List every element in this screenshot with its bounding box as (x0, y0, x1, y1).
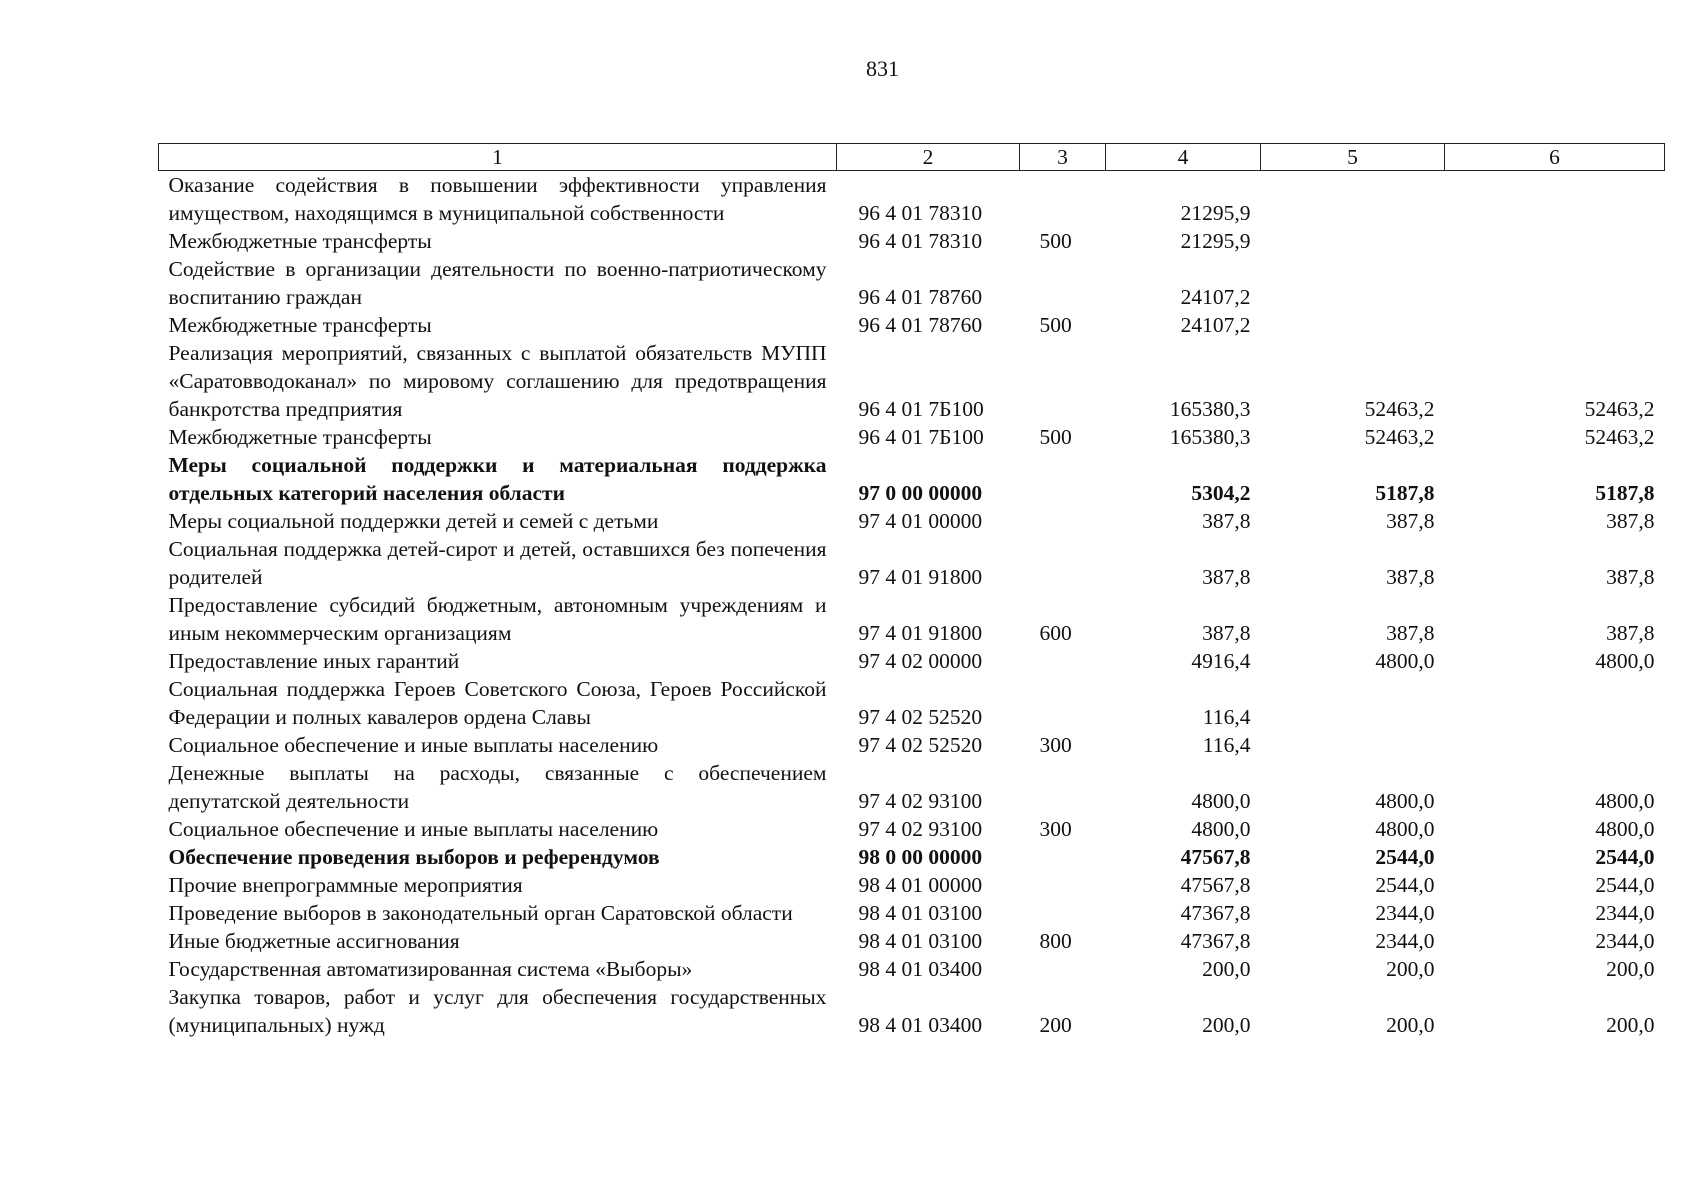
table-row (159, 311, 1665, 339)
row-value-col-4: 165380,3 (1169, 425, 1251, 449)
row-value-col-4: 21295,9 (1180, 229, 1251, 253)
row-value-col-6: 2544,0 (1595, 845, 1655, 869)
row-value-col-4: 21295,9 (1180, 201, 1251, 225)
row-name: Социальное обеспечение и иные выплаты населению (168, 817, 659, 841)
row-code: 96 4 01 78310 (858, 201, 983, 225)
table-row (159, 171, 1665, 228)
row-name: Меры социальной поддержки детей и семей с детьми (168, 509, 659, 533)
row-value-col-6 (1445, 171, 1665, 228)
row-value-col-4: 4916,4 (1191, 649, 1251, 673)
row-code: 97 4 02 52520 (858, 733, 983, 757)
row-code: 98 4 01 03400 (858, 957, 983, 981)
row-value-col-5: 387,8 (1386, 621, 1435, 645)
table-row (159, 899, 1665, 927)
page-number: 831 (866, 56, 899, 81)
table-row (159, 255, 1665, 311)
table-row (159, 423, 1665, 451)
row-value-col-5: 4800,0 (1375, 789, 1435, 813)
table-row (159, 451, 1665, 507)
row-code: 96 4 01 78760 (858, 285, 983, 309)
row-code: 97 4 02 00000 (858, 649, 983, 673)
row-code: 98 4 01 03400 (858, 1013, 983, 1037)
row-name: Оказание содействия в повышении эффективности управления имуществом, находящимся в муниципальной собственности (168, 173, 827, 225)
row-value-col-5: 4800,0 (1375, 817, 1435, 841)
row-value-col-4: 387,8 (1202, 565, 1251, 589)
row-value-col-5 (1261, 675, 1445, 731)
row-value-col-6: 387,8 (1606, 509, 1655, 533)
row-value-col-6 (1445, 731, 1665, 759)
row-name: Социальное обеспечение и иные выплаты населению (168, 733, 659, 757)
row-value-col-4: 200,0 (1202, 957, 1251, 981)
row-code: 98 4 01 03100 (858, 901, 983, 925)
row-value-col-5 (1261, 255, 1445, 311)
table-row (159, 507, 1665, 535)
row-value-col-4: 47367,8 (1180, 901, 1251, 925)
row-code: 97 4 02 93100 (858, 789, 983, 813)
row-value-col-4: 24107,2 (1180, 285, 1251, 309)
row-value-col-6: 387,8 (1606, 621, 1655, 645)
row-name: Прочие внепрограммные мероприятия (168, 873, 523, 897)
table-row (159, 815, 1665, 843)
table-row (159, 871, 1665, 899)
row-name: Закупка товаров, работ и услуг для обеспечения государственных (муниципальных) нужд (168, 985, 827, 1037)
row-name: Межбюджетные трансферты (168, 313, 432, 337)
row-code: 97 4 02 93100 (858, 817, 983, 841)
row-expense-type: 500 (1039, 313, 1072, 337)
row-value-col-4: 116,4 (1202, 705, 1251, 729)
row-expense-type (1020, 171, 1106, 228)
row-value-col-6: 200,0 (1606, 1013, 1655, 1037)
row-expense-type (1020, 507, 1106, 535)
table-row (159, 675, 1665, 731)
row-value-col-5: 4800,0 (1375, 649, 1435, 673)
budget-table (158, 143, 1665, 1039)
row-name: Предоставление иных гарантий (168, 649, 460, 673)
header-col-2: 2 (837, 144, 1020, 171)
row-value-col-6: 387,8 (1606, 565, 1655, 589)
table-header-row (159, 144, 1665, 171)
row-name: Иные бюджетные ассигнования (168, 929, 460, 953)
row-value-col-5: 200,0 (1386, 1013, 1435, 1037)
row-value-col-4: 47567,8 (1180, 873, 1251, 897)
row-value-col-5 (1261, 311, 1445, 339)
row-name: Социальная поддержка Героев Советского Союза, Героев Российской Федерации и полных кавалеров ордена Славы (168, 677, 827, 729)
row-name: Денежные выплаты на расходы, связанные с обеспечением депутатской деятельности (168, 761, 827, 813)
row-name: Государственная автоматизированная система «Выборы» (168, 957, 693, 981)
table-row (159, 339, 1665, 423)
row-code: 96 4 01 7Б100 (858, 425, 984, 449)
row-name: Содействие в организации деятельности по военно-патриотическому воспитанию граждан (168, 257, 827, 309)
row-value-col-4: 4800,0 (1191, 817, 1251, 841)
header-col-5: 5 (1261, 144, 1445, 171)
row-value-col-5: 2344,0 (1375, 901, 1435, 925)
row-expense-type (1020, 871, 1106, 899)
row-value-col-5 (1261, 171, 1445, 228)
row-expense-type: 300 (1039, 733, 1072, 757)
row-code: 96 4 01 78760 (858, 313, 983, 337)
table-row (159, 227, 1665, 255)
row-value-col-4: 4800,0 (1191, 789, 1251, 813)
row-name: Межбюджетные трансферты (168, 229, 432, 253)
row-expense-type (1020, 647, 1106, 675)
header-col-6: 6 (1445, 144, 1665, 171)
row-value-col-4: 47567,8 (1180, 845, 1251, 869)
row-value-col-6: 4800,0 (1595, 789, 1655, 813)
row-code: 97 4 02 52520 (858, 705, 983, 729)
row-value-col-5: 52463,2 (1364, 425, 1435, 449)
row-expense-type (1020, 899, 1106, 927)
row-expense-type: 200 (1039, 1013, 1072, 1037)
header-col-3: 3 (1020, 144, 1106, 171)
row-value-col-6: 2544,0 (1595, 873, 1655, 897)
row-value-col-6 (1445, 227, 1665, 255)
row-value-col-6: 52463,2 (1584, 397, 1655, 421)
table-row (159, 955, 1665, 983)
table-row (159, 591, 1665, 647)
table-row (159, 843, 1665, 871)
row-value-col-5 (1261, 227, 1445, 255)
row-name: Реализация мероприятий, связанных с выплатой обязательств МУПП «Саратовводоканал» по мировому соглашению для предотвращения банкротства предприятия (168, 341, 827, 421)
row-expense-type (1020, 955, 1106, 983)
row-code: 97 4 01 91800 (858, 621, 983, 645)
row-name: Социальная поддержка детей-сирот и детей, оставшихся без попечения родителей (168, 537, 827, 589)
row-expense-type (1020, 843, 1106, 871)
row-code: 97 4 01 91800 (858, 565, 983, 589)
row-value-col-4: 387,8 (1202, 509, 1251, 533)
row-name: Обеспечение проведения выборов и референдумов (168, 845, 660, 869)
row-name: Межбюджетные трансферты (168, 425, 432, 449)
row-code: 98 0 00 00000 (858, 845, 983, 869)
row-value-col-5: 200,0 (1386, 957, 1435, 981)
row-value-col-6: 2344,0 (1595, 901, 1655, 925)
row-code: 97 0 00 00000 (858, 481, 983, 505)
table-row (159, 535, 1665, 591)
row-value-col-5: 387,8 (1386, 509, 1435, 533)
row-value-col-4: 165380,3 (1169, 397, 1251, 421)
table-body (159, 171, 1665, 1040)
row-name: Меры социальной поддержки и материальная поддержка отдельных категорий населения области (168, 453, 827, 505)
row-expense-type (1020, 339, 1106, 423)
row-value-col-4: 47367,8 (1180, 929, 1251, 953)
row-expense-type (1020, 451, 1106, 507)
row-value-col-4: 200,0 (1202, 1013, 1251, 1037)
row-value-col-6: 4800,0 (1595, 817, 1655, 841)
row-value-col-6: 200,0 (1606, 957, 1655, 981)
row-value-col-4: 24107,2 (1180, 313, 1251, 337)
row-expense-type: 600 (1039, 621, 1072, 645)
row-code: 98 4 01 03100 (858, 929, 983, 953)
row-expense-type: 500 (1039, 425, 1072, 449)
row-code: 97 4 01 00000 (858, 509, 983, 533)
row-value-col-6 (1445, 255, 1665, 311)
table-row (159, 647, 1665, 675)
row-value-col-4: 387,8 (1202, 621, 1251, 645)
row-value-col-5: 387,8 (1386, 565, 1435, 589)
row-value-col-5 (1261, 731, 1445, 759)
row-value-col-6 (1445, 311, 1665, 339)
row-value-col-6: 2344,0 (1595, 929, 1655, 953)
row-value-col-5: 52463,2 (1364, 397, 1435, 421)
row-expense-type (1020, 675, 1106, 731)
row-value-col-5: 2544,0 (1375, 873, 1435, 897)
row-expense-type (1020, 255, 1106, 311)
row-value-col-5: 2544,0 (1375, 845, 1435, 869)
table-row (159, 759, 1665, 815)
header-col-1: 1 (159, 144, 837, 171)
header-col-4: 4 (1106, 144, 1261, 171)
row-value-col-4: 5304,2 (1191, 481, 1251, 505)
table-row (159, 927, 1665, 955)
row-name: Проведение выборов в законодательный орган Саратовской области (168, 901, 793, 925)
row-value-col-6: 4800,0 (1595, 649, 1655, 673)
row-expense-type: 300 (1039, 817, 1072, 841)
table-row (159, 731, 1665, 759)
row-value-col-6: 5187,8 (1595, 481, 1655, 505)
row-expense-type (1020, 759, 1106, 815)
row-code: 96 4 01 78310 (858, 229, 983, 253)
row-expense-type (1020, 535, 1106, 591)
table-row (159, 983, 1665, 1039)
row-expense-type: 500 (1039, 229, 1072, 253)
row-value-col-4: 116,4 (1202, 733, 1251, 757)
row-code: 98 4 01 00000 (858, 873, 983, 897)
row-name: Предоставление субсидий бюджетным, автономным учреждениям и иным некоммерческим организациям (168, 593, 827, 645)
row-expense-type: 800 (1039, 929, 1072, 953)
row-value-col-5: 2344,0 (1375, 929, 1435, 953)
row-code: 96 4 01 7Б100 (858, 397, 984, 421)
row-value-col-6: 52463,2 (1584, 425, 1655, 449)
row-value-col-6 (1445, 675, 1665, 731)
row-value-col-5: 5187,8 (1375, 481, 1435, 505)
